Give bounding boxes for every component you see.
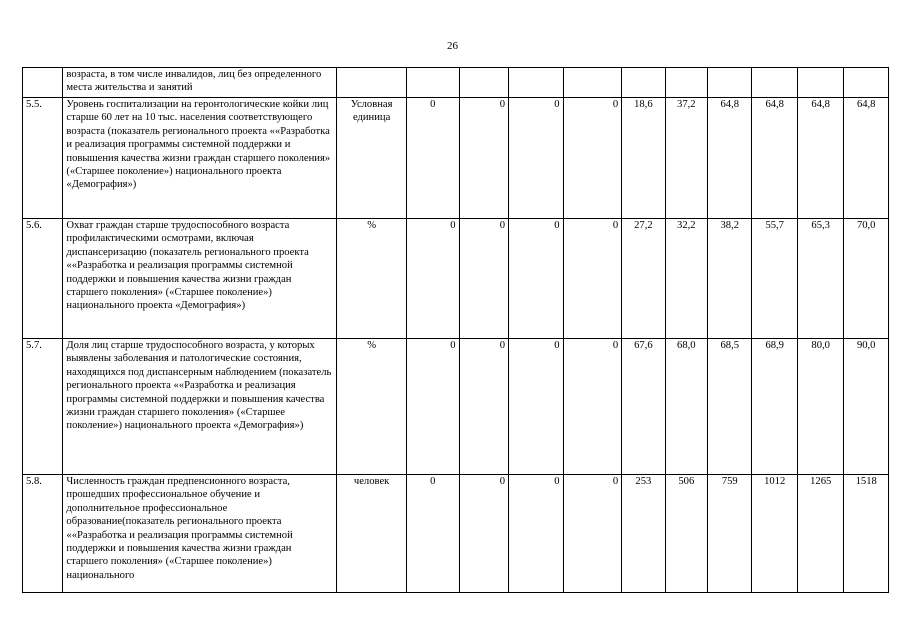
value-cell: 90,0 bbox=[844, 339, 889, 475]
value-cell: 80,0 bbox=[797, 339, 843, 475]
table-row bbox=[23, 68, 889, 98]
value-cell: 0 bbox=[459, 219, 509, 339]
value-cell: 18,6 bbox=[622, 98, 665, 219]
table-row bbox=[23, 98, 889, 219]
unit-cell: человек bbox=[337, 475, 407, 593]
value-cell bbox=[708, 68, 752, 98]
value-cell: 0 bbox=[563, 98, 622, 219]
value-cell: 0 bbox=[459, 475, 509, 593]
value-cell: 0 bbox=[563, 339, 622, 475]
value-cell bbox=[844, 68, 889, 98]
value-cell: 0 bbox=[563, 219, 622, 339]
row-number: 5.5. bbox=[23, 98, 63, 219]
value-cell: 27,2 bbox=[622, 219, 665, 339]
value-cell: 253 bbox=[622, 475, 665, 593]
value-cell: 0 bbox=[459, 339, 509, 475]
value-cell: 0 bbox=[509, 475, 564, 593]
value-cell: 67,6 bbox=[622, 339, 665, 475]
value-cell: 0 bbox=[406, 219, 459, 339]
row-number: 5.6. bbox=[23, 219, 63, 339]
value-cell: 0 bbox=[406, 339, 459, 475]
value-cell: 38,2 bbox=[708, 219, 752, 339]
unit-cell: % bbox=[337, 339, 407, 475]
value-cell: 68,5 bbox=[708, 339, 752, 475]
table-row bbox=[23, 475, 889, 593]
page-number: 26 bbox=[447, 40, 458, 52]
value-cell bbox=[622, 68, 665, 98]
value-cell: 0 bbox=[563, 475, 622, 593]
indicators-table bbox=[22, 67, 889, 593]
indicator-name: Уровень госпитализации на геронтологические койки лиц старше 60 лет на 10 тыс. населения соответствующего возраста (показатель регионального проекта ««Разработка и реализация программы системной поддержки и повышения качества жизни граждан старшего поколения» («Старшее поколение») национального проекта «Демография») bbox=[63, 98, 337, 219]
unit-cell bbox=[337, 68, 407, 98]
value-cell: 506 bbox=[665, 475, 707, 593]
value-cell: 1265 bbox=[797, 475, 843, 593]
value-cell bbox=[459, 68, 509, 98]
row-number bbox=[23, 68, 63, 98]
table-row bbox=[23, 219, 889, 339]
value-cell bbox=[797, 68, 843, 98]
value-cell: 1012 bbox=[752, 475, 797, 593]
value-cell bbox=[406, 68, 459, 98]
value-cell bbox=[563, 68, 622, 98]
value-cell: 64,8 bbox=[752, 98, 797, 219]
value-cell: 1518 bbox=[844, 475, 889, 593]
value-cell bbox=[509, 68, 564, 98]
value-cell: 0 bbox=[406, 98, 459, 219]
indicator-name: Численность граждан предпенсионного возраста, прошедших профессиональное обучение и дополнительное профессиональное образование(показатель регионального проекта ««Разработка и реализация программы системной поддержки и повышения качества жизни граждан старшего поколения» («Старшее поколение») национального bbox=[63, 475, 337, 593]
value-cell: 0 bbox=[509, 339, 564, 475]
value-cell: 32,2 bbox=[665, 219, 707, 339]
row-number: 5.8. bbox=[23, 475, 63, 593]
value-cell: 64,8 bbox=[797, 98, 843, 219]
value-cell: 68,9 bbox=[752, 339, 797, 475]
indicator-name: возраста, в том числе инвалидов, лиц без определенного места жительства и занятий bbox=[63, 68, 337, 98]
value-cell: 0 bbox=[509, 98, 564, 219]
value-cell: 64,8 bbox=[708, 98, 752, 219]
value-cell: 55,7 bbox=[752, 219, 797, 339]
indicator-name: Доля лиц старше трудоспособного возраста, у которых выявлены заболевания и патологические состояния, находящихся под диспансерным наблюдением (показатель регионального проекта ««Разработка и реализация программы системной поддержки и повышения качества жизни граждан старшего поколения» («Старшее поколение») национального проекта «Демография») bbox=[63, 339, 337, 475]
value-cell: 0 bbox=[406, 475, 459, 593]
value-cell: 65,3 bbox=[797, 219, 843, 339]
value-cell: 37,2 bbox=[665, 98, 707, 219]
indicator-name: Охват граждан старше трудоспособного возраста профилактическими осмотрами, включая диспансеризацию (показатель регионального проекта ««Разработка и реализация программы системной поддержки и повышения качества жизни граждан старшего поколения» («Старшее поколение») национального проекта «Демография») bbox=[63, 219, 337, 339]
value-cell: 0 bbox=[509, 219, 564, 339]
table-row bbox=[23, 339, 889, 475]
value-cell: 70,0 bbox=[844, 219, 889, 339]
value-cell: 0 bbox=[459, 98, 509, 219]
value-cell: 759 bbox=[708, 475, 752, 593]
value-cell: 68,0 bbox=[665, 339, 707, 475]
value-cell bbox=[752, 68, 797, 98]
value-cell: 64,8 bbox=[844, 98, 889, 219]
value-cell bbox=[665, 68, 707, 98]
unit-cell: % bbox=[337, 219, 407, 339]
row-number: 5.7. bbox=[23, 339, 63, 475]
unit-cell: Условная единица bbox=[337, 98, 407, 219]
